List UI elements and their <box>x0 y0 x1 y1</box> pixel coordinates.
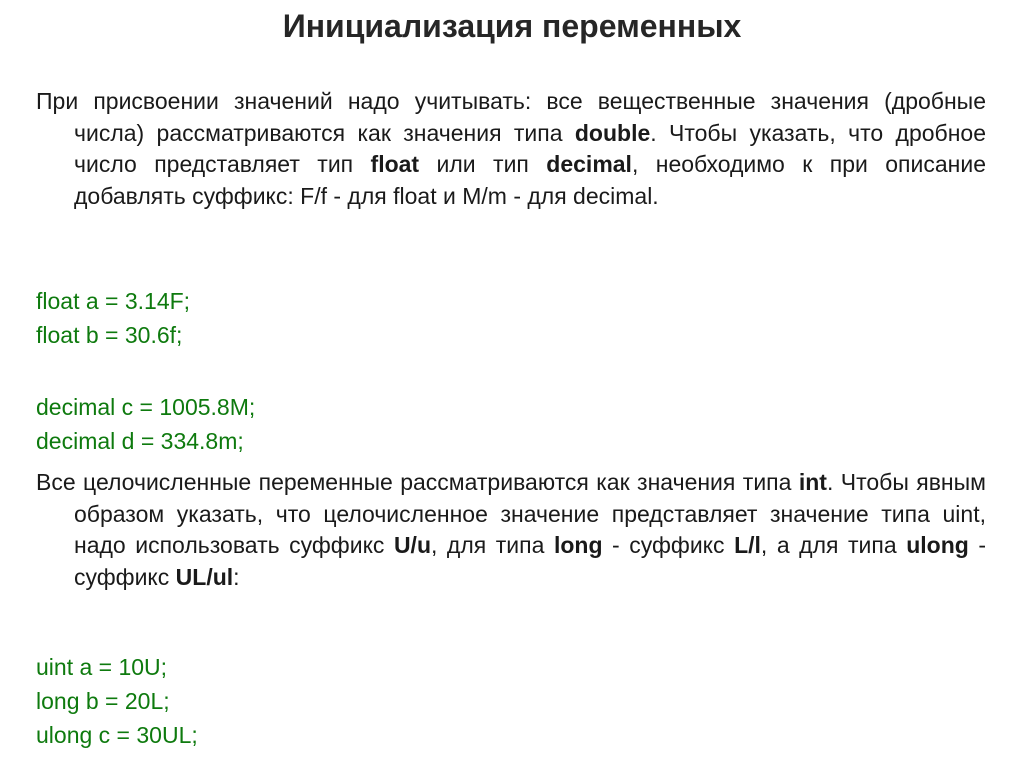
text-segment: , необходимо к при описание добавлять суффикс: F/f - для float и M/m - для decimal. <box>74 151 986 209</box>
code-line: uint a = 10U; <box>36 654 168 680</box>
text-segment: : <box>233 563 240 590</box>
text-segment: или тип <box>419 151 547 177</box>
code-line: float b = 30.6f; <box>36 322 183 348</box>
text-segment: , для типа <box>431 532 554 558</box>
code-line: decimal d = 334.8m; <box>36 428 244 454</box>
code-block-decimal <box>36 390 255 458</box>
text-segment: . Чтобы явным образом указать, что целочисленное значение представляет значение типа uint, надо использовать суффикс <box>74 469 986 558</box>
keyword-float: float <box>370 151 420 177</box>
keyword-u-suffix: U/u <box>393 532 431 558</box>
paragraph-float-decimal <box>36 86 986 212</box>
paragraph-integer-suffixes <box>36 467 986 593</box>
text-segment: . Чтобы указать, что дробное число представляет тип <box>74 119 986 177</box>
keyword-long: long <box>553 532 603 558</box>
keyword-int: int <box>798 469 827 495</box>
keyword-l-suffix: L/l <box>734 532 761 558</box>
text-segment: - суффикс <box>602 532 735 558</box>
code-line: long b = 20L; <box>36 688 170 714</box>
slide-title: Инициализация переменных <box>282 8 742 44</box>
text-segment: Все целочисленные переменные рассматриваются как значения типа <box>36 469 799 495</box>
text-segment: , а для типа <box>760 532 907 558</box>
keyword-double: double <box>574 119 651 146</box>
keyword-decimal: decimal <box>546 151 632 177</box>
code-line: ulong c = 30UL; <box>36 722 198 748</box>
code-line: float a = 3.14F; <box>36 288 191 314</box>
keyword-ul-suffix: UL/ul <box>175 563 234 590</box>
code-block-float <box>36 284 190 352</box>
text-segment: - суффикс <box>74 532 987 590</box>
code-line: decimal c = 1005.8M; <box>36 394 256 420</box>
text-segment: При присвоении значений надо учитывать: все вещественные значения (дробные числа) рассматриваются как значения типа <box>36 88 986 146</box>
keyword-ulong: ulong <box>906 532 969 558</box>
code-block-integers <box>36 650 198 752</box>
